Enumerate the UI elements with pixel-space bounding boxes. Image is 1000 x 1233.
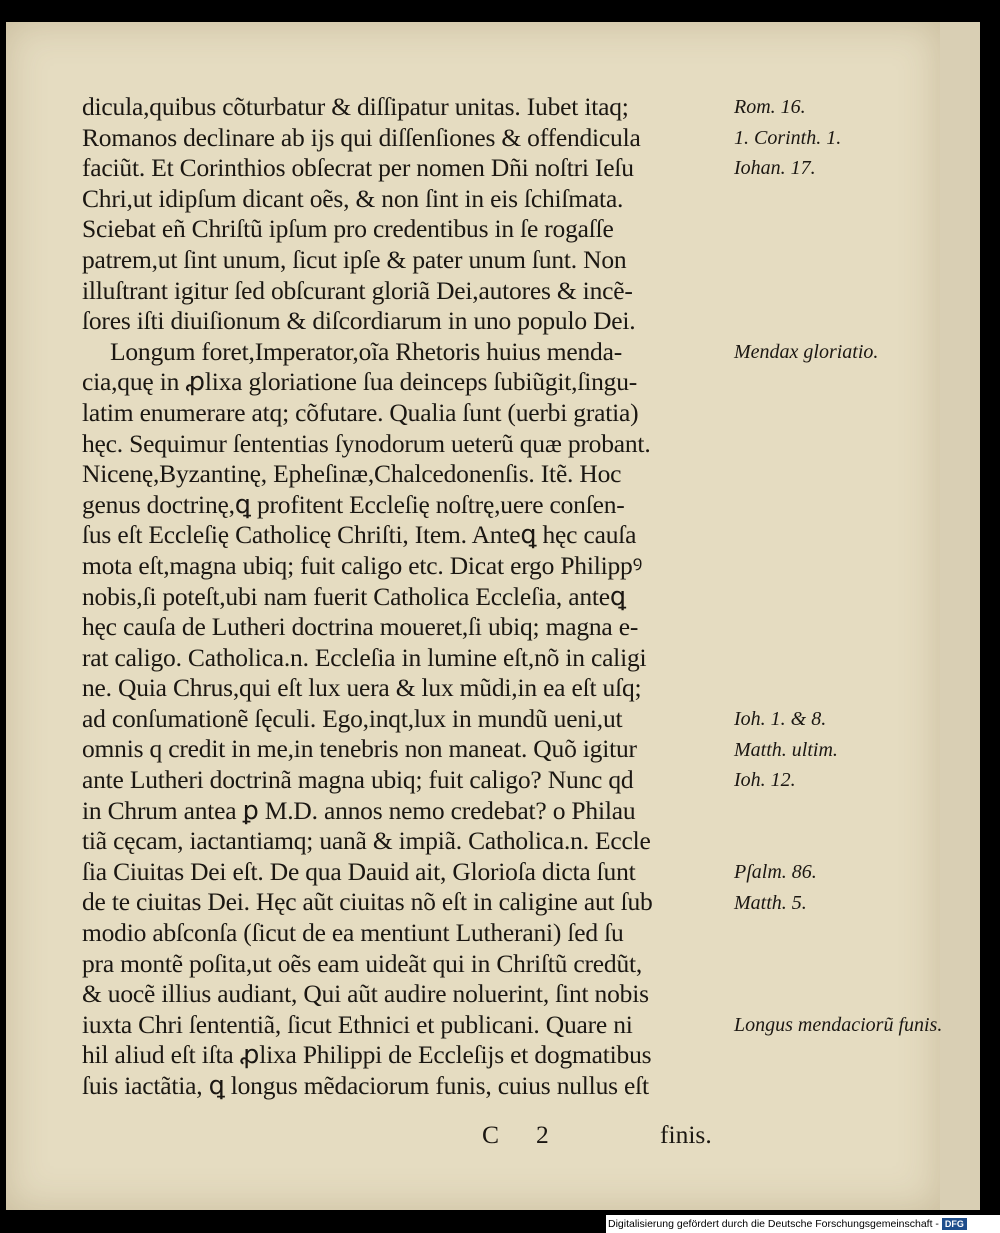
marginal-note: Longus mendaciorũ funis. — [734, 1014, 943, 1036]
signature-number: 2 — [536, 1120, 549, 1149]
text-line: tiã cęcam, iactantiamq; uanã & impiã. Catholica.n. Eccle — [82, 826, 651, 856]
book-page — [6, 22, 980, 1210]
catchword: finis. — [660, 1120, 712, 1149]
text-line: Chri,ut idipſum dicant oẽs, & non ſint in eis ſchiſmata. — [82, 183, 624, 213]
text-line: ante Lutheri doctrinã magna ubiq; fuit caligo? Nunc qd — [82, 765, 634, 795]
text-line: iuxta Chri ſententiã, ſicut Ethnici et publicani. Quare ni — [82, 1009, 633, 1039]
text-line: pra montẽ poſita,ut oẽs eam uideãt qui in Chriſtũ credũt, — [82, 948, 643, 978]
text-line: cia,quę in ꝓlixa gloriatione ſua deinceps ſubiũgit,ſingu- — [82, 367, 638, 397]
footer-text: Digitalisierung gefördert durch die Deutsche Forschungsgemeinschaft - — [608, 1218, 939, 1230]
text-line: rat caligo. Catholica.n. Eccleſia in lumine eſt,nõ in caligi — [82, 642, 647, 672]
marginal-note: Ioh. 12. — [734, 769, 796, 792]
marginal-note: 1. Corinth. 1. — [734, 126, 842, 149]
text-line: faciũt. Et Corinthios obſecrat per nomen Dñi noſtri Ieſu — [82, 153, 634, 183]
text-line: patrem,ut ſint unum, ſicut ipſe & pater unum ſunt. Non — [82, 244, 627, 274]
text-line: hil aliud eſt iſta ꝓlixa Philippi de Eccleſijs et dogmatibus — [82, 1040, 652, 1070]
text-line: ſia Ciuitas Dei eſt. De qua Dauid ait, Glorioſa dicta ſunt — [82, 856, 636, 886]
text-line: Nicenę,Byzantinę, Epheſinæ,Chalcedonenſis. Itẽ. Hoc — [82, 459, 622, 489]
text-line: hęc. Sequimur ſententias ſynodorum ueterũ quæ probant. — [82, 428, 651, 458]
text-line: omnis q credit in me,in tenebris non maneat. Quõ igitur — [82, 734, 637, 764]
text-line: ne. Quia Chrus,qui eſt lux uera & lux mũdi,in ea eſt uſq; — [82, 673, 642, 703]
text-line: Longum foret,Imperator,oĩa Rhetoris huius menda- — [110, 336, 622, 366]
text-line: ſores iſti diuiſionum & diſcordiarum in uno populo Dei. — [82, 306, 636, 336]
marginal-note: Mendax gloriatio. — [734, 340, 879, 363]
text-line: ſuis iactãtia, ꝗ longus mẽdaciorum funis, cuius nullus eſt — [82, 1071, 649, 1100]
marginal-note: Ioh. 1. & 8. — [734, 708, 827, 730]
text-line: & uocẽ illius audiant, Qui aũt audire noluerint, ſint nobis — [82, 979, 649, 1009]
text-line: mota eſt,magna ubiq; fuit caligo etc. Dicat ergo Philippꝰ — [82, 550, 643, 580]
text-line: hęc cauſa de Lutheri doctrina moueret,ſi ubiq; magna e- — [82, 612, 639, 642]
marginal-note: Pſalm. 86. — [734, 861, 817, 883]
main-text-block — [82, 92, 732, 1102]
text-line: modio abſconſa (ſicut de ea mentiunt Lutherani) ſed ſu — [82, 918, 624, 948]
digitization-footer — [606, 1215, 1000, 1233]
text-line: nobis,ſi poteſt,ubi nam fuerit Catholica Eccleſia, anteꝗ — [82, 581, 626, 611]
text-line: ſus eſt Eccleſię Catholicę Chriſti, Item. Anteꝗ hęc cauſa — [82, 520, 637, 550]
text-line: ad conſumationẽ ſęculi. Ego,inqt,lux in mundũ ueni,ut — [82, 703, 623, 733]
text-line: Romanos declinare ab ijs qui diſſenſiones & offendicula — [82, 122, 641, 152]
marginal-note: Rom. 16. — [734, 96, 806, 118]
text-line: illuſtrant igitur ſed obſcurant gloriã Dei,autores & incẽ- — [82, 275, 633, 305]
marginal-note: Iohan. 17. — [734, 157, 816, 180]
text-line: Sciebat eñ Chriſtũ ipſum pro credentibus in ſe rogaſſe — [82, 214, 614, 244]
marginal-note: Matth. 5. — [734, 891, 807, 914]
text-line: dicula,quibus cõturbatur & diſſipatur unitas. Iubet itaq; — [82, 92, 629, 121]
marginal-note: Matth. ultim. — [734, 738, 838, 761]
text-line: de te ciuitas Dei. Hęc aũt ciuitas nõ eſt in caligine aut ſub — [82, 887, 653, 917]
text-line: in Chrum antea ꝑ M.D. annos nemo credebat? o Philau — [82, 795, 636, 825]
text-line: latim enumerare atq; cõfutare. Qualia ſunt (uerbi gratia) — [82, 397, 639, 427]
signature-mark: C — [482, 1120, 500, 1149]
text-line: genus doctrinę,ꝗ profitent Eccleſię noſtrę,uere conſen- — [82, 489, 625, 519]
dfg-logo: DFG — [942, 1218, 967, 1230]
